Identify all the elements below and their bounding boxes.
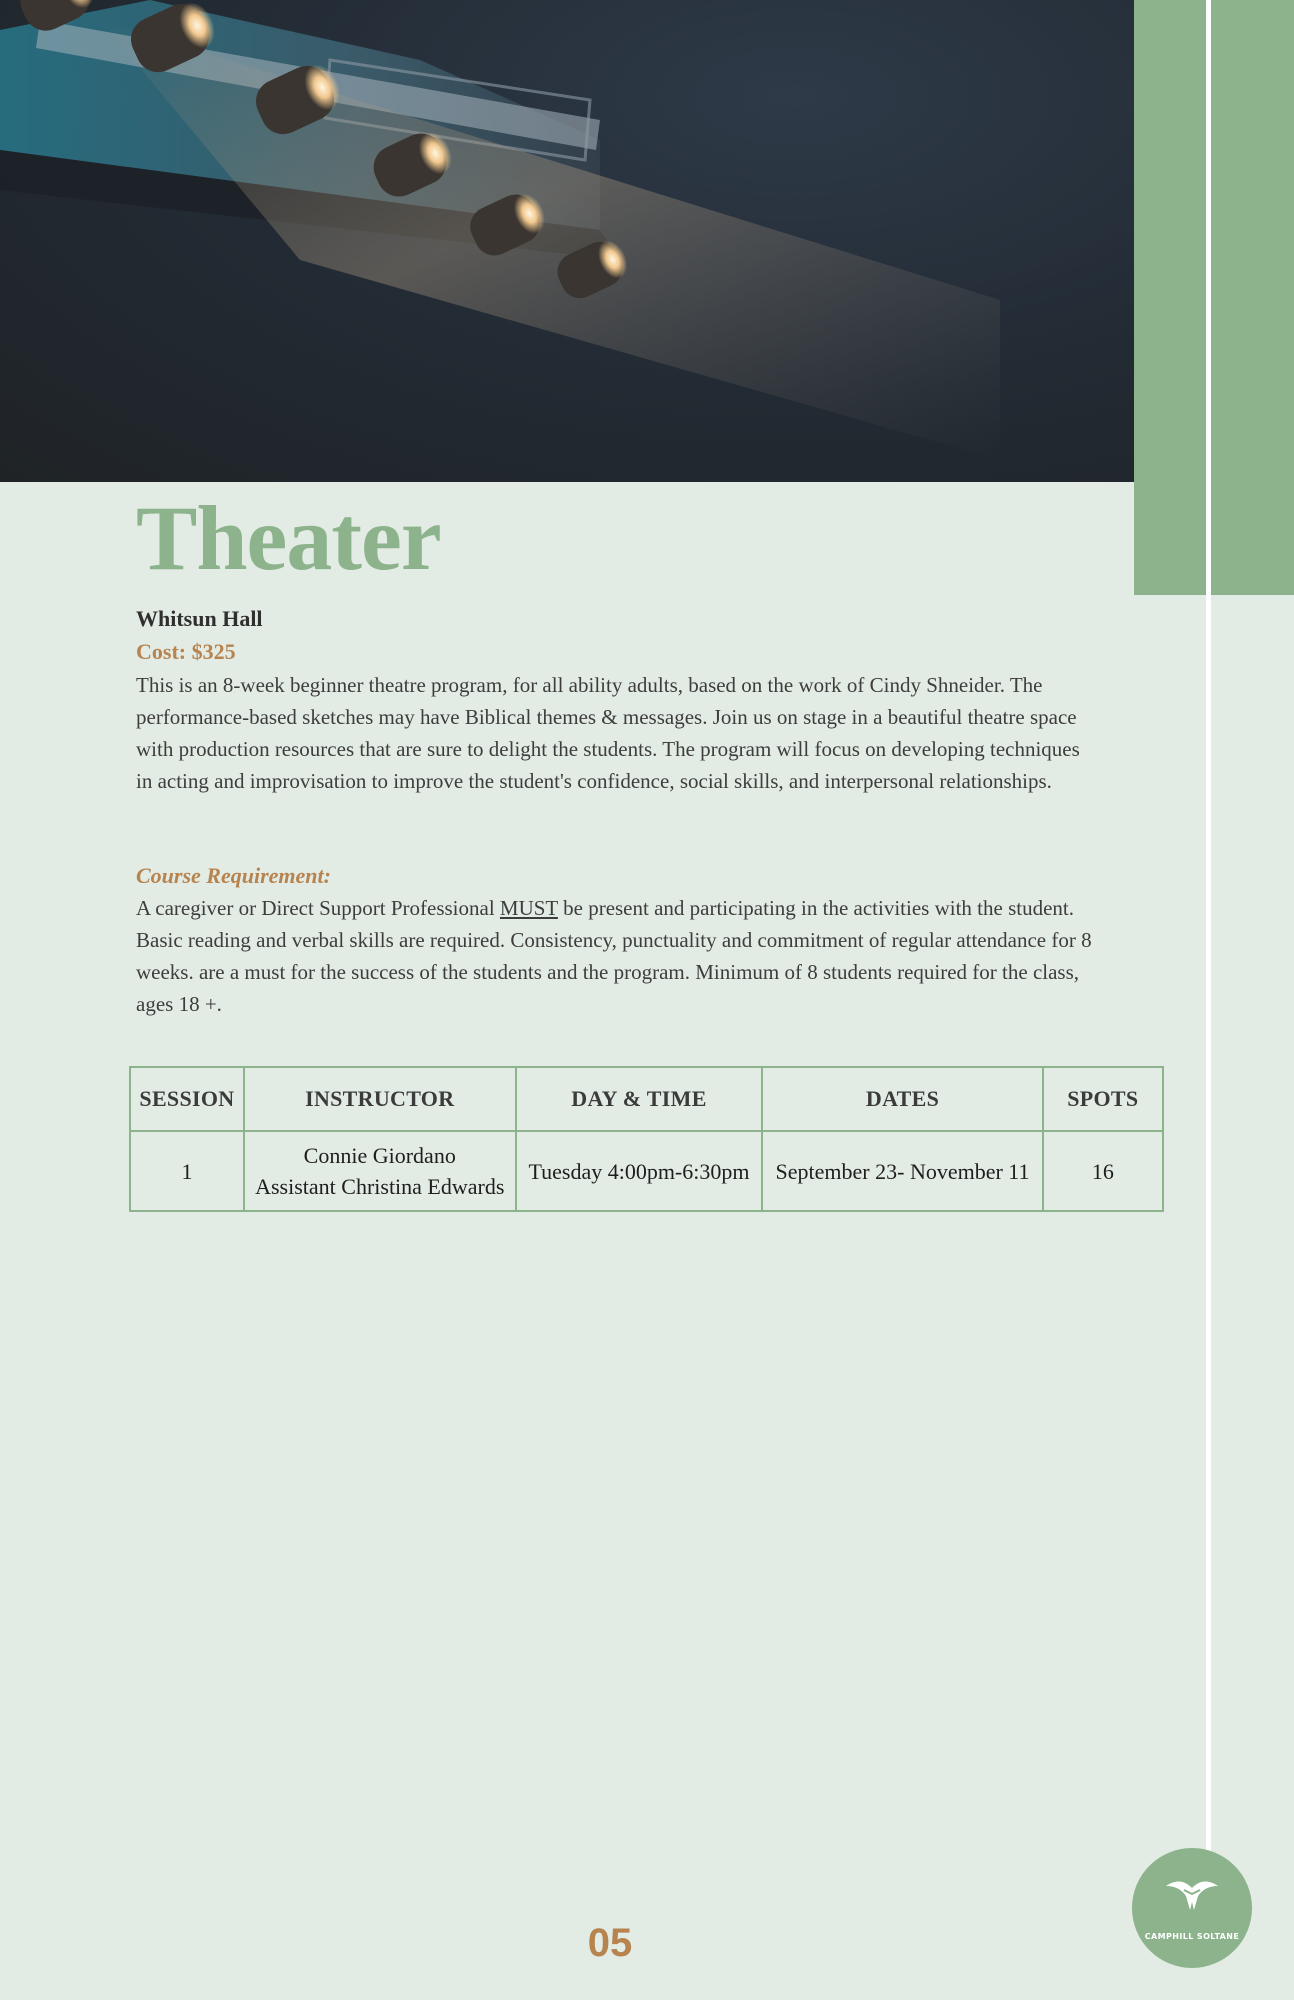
table-row [130, 1131, 1163, 1211]
requirement-text [136, 892, 1111, 1020]
side-accent-bar [1134, 0, 1294, 595]
header-instructor: INSTRUCTOR [244, 1067, 516, 1131]
requirement-heading: Course Requirement: [136, 863, 331, 888]
requirement-text-end: be present and participating in the activities with the student. Basic reading and verbal skills are required. Consistency, punctuality and commitment of regular attendance for 8 weeks. are a must for the success of the students and the program. Minimum of 8 students required for the class, ages 18 +. [136, 896, 1092, 1016]
logo-text: CAMPHILL SOLTANE [1144, 1932, 1240, 1941]
cell-spots: 16 [1043, 1131, 1163, 1211]
page-title: Theater [136, 487, 441, 589]
instructor-name: Connie Giordano [303, 1143, 456, 1168]
stage-lights-illustration [0, 0, 1134, 482]
cell-dates: September 23- November 11 [762, 1131, 1042, 1211]
requirement-text-start: A caregiver or Direct Support Professional [136, 896, 500, 920]
header-day-time: DAY & TIME [516, 1067, 763, 1131]
page-number: 05 [587, 1921, 633, 1965]
header-session: SESSION [130, 1067, 244, 1131]
assistant-name: Assistant Christina Edwards [255, 1174, 505, 1199]
side-divider-line [1206, 0, 1211, 1880]
bird-icon [1164, 1876, 1220, 1916]
cell-instructor [244, 1131, 516, 1211]
table-header-row [130, 1067, 1163, 1131]
hero-image [0, 0, 1134, 482]
requirement-emphasis: MUST [499, 896, 558, 920]
sessions-table [129, 1066, 1164, 1212]
cost-label: Cost: $325 [136, 639, 236, 664]
header-spots: SPOTS [1043, 1067, 1163, 1131]
program-description: This is an 8-week beginner theatre program, for all ability adults, based on the work of Cindy Shneider. The performance-based sketches may have Biblical themes & messages. Join us on stage in a beautiful theatre space with production resources that are sure to delight the students. The program will focus on developing techniques in acting and improvisation to improve the student's confidence, social skills, and interpersonal relationships. [136, 673, 1080, 793]
header-dates: DATES [762, 1067, 1042, 1131]
location-label: Whitsun Hall [136, 606, 263, 631]
cell-session: 1 [130, 1131, 244, 1211]
cell-day-time: Tuesday 4:00pm-6:30pm [516, 1131, 763, 1211]
camphill-soltane-logo [1132, 1848, 1252, 1968]
